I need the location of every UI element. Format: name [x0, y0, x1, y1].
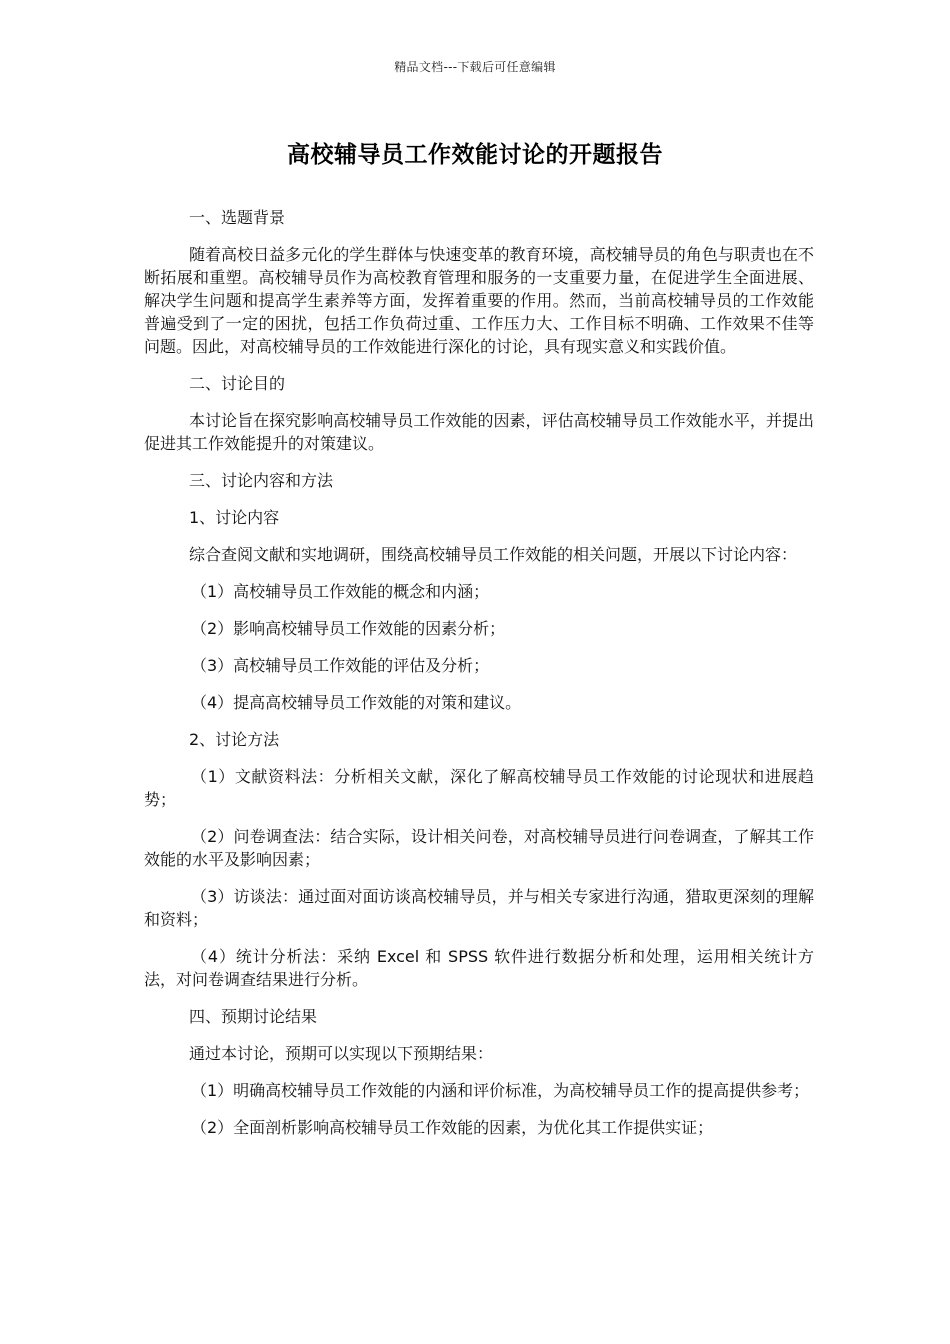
list-item-method-1: （1）文献资料法：分析相关文献，深化了解高校辅导员工作效能的讨论现状和进展趋势； — [144, 767, 814, 809]
document-body — [144, 206, 814, 1153]
list-item-content-1: （1）高校辅导员工作效能的概念和内涵； — [191, 582, 490, 601]
subheading-methods: 2、讨论方法 — [189, 730, 280, 749]
paragraph-content-intro: 综合查阅文献和实地调研，围绕高校辅导员工作效能的相关问题，开展以下讨论内容： — [189, 545, 798, 564]
list-item-result-1: （1）明确高校辅导员工作效能的内涵和评价标准，为高校辅导员工作的提高提供参考； — [191, 1081, 810, 1100]
list-item-result-2: （2）全面剖析影响高校辅导员工作效能的因素，为优化其工作提供实证； — [191, 1118, 714, 1137]
header-note: 精品文档---下载后可任意编辑 — [394, 60, 556, 74]
section-heading-purpose: 二、讨论目的 — [189, 374, 286, 393]
paragraph-background: 随着高校日益多元化的学生群体与快速变革的教育环境，高校辅导员的角色与职责也在不断拓展和重塑。高校辅导员作为高校教育管理和服务的一支重要力量，在促进学生全面进展、解决学生问题和提高学生素养等方面，发挥着重要的作用。然而，当前高校辅导员的工作效能普遍受到了一定的困扰，包括工作负荷过重、工作压力大、工作目标不明确、工作效果不佳等问题。因此，对高校辅导员的工作效能进行深化的讨论，具有现实意义和实践价值。 — [144, 245, 814, 356]
list-item-content-2: （2）影响高校辅导员工作效能的因素分析； — [191, 619, 506, 638]
paragraph-purpose: 本讨论旨在探究影响高校辅导员工作效能的因素，评估高校辅导员工作效能水平，并提出促进其工作效能提升的对策建议。 — [144, 411, 814, 453]
section-heading-content-methods: 三、讨论内容和方法 — [189, 471, 334, 490]
list-item-method-3: （3）访谈法：通过面对面访谈高校辅导员，并与相关专家进行沟通，猎取更深刻的理解和资料； — [144, 887, 814, 929]
section-heading-expected-results: 四、预期讨论结果 — [189, 1007, 318, 1026]
list-item-method-4: （4）统计分析法：采纳 Excel 和 SPSS 软件进行数据分析和处理，运用相关统计方法，对问卷调查结果进行分析。 — [144, 947, 814, 989]
section-heading-background: 一、选题背景 — [189, 208, 286, 227]
list-item-content-4: （4）提高高校辅导员工作效能的对策和建议。 — [191, 693, 522, 712]
paragraph-expected-intro: 通过本讨论，预期可以实现以下预期结果： — [189, 1044, 494, 1063]
document-title: 高校辅导员工作效能讨论的开题报告 — [287, 142, 663, 168]
subheading-content: 1、讨论内容 — [189, 508, 280, 527]
list-item-content-3: （3）高校辅导员工作效能的评估及分析； — [191, 656, 490, 675]
list-item-method-2: （2）问卷调查法：结合实际，设计相关问卷，对高校辅导员进行问卷调查，了解其工作效能的水平及影响因素； — [144, 827, 814, 869]
